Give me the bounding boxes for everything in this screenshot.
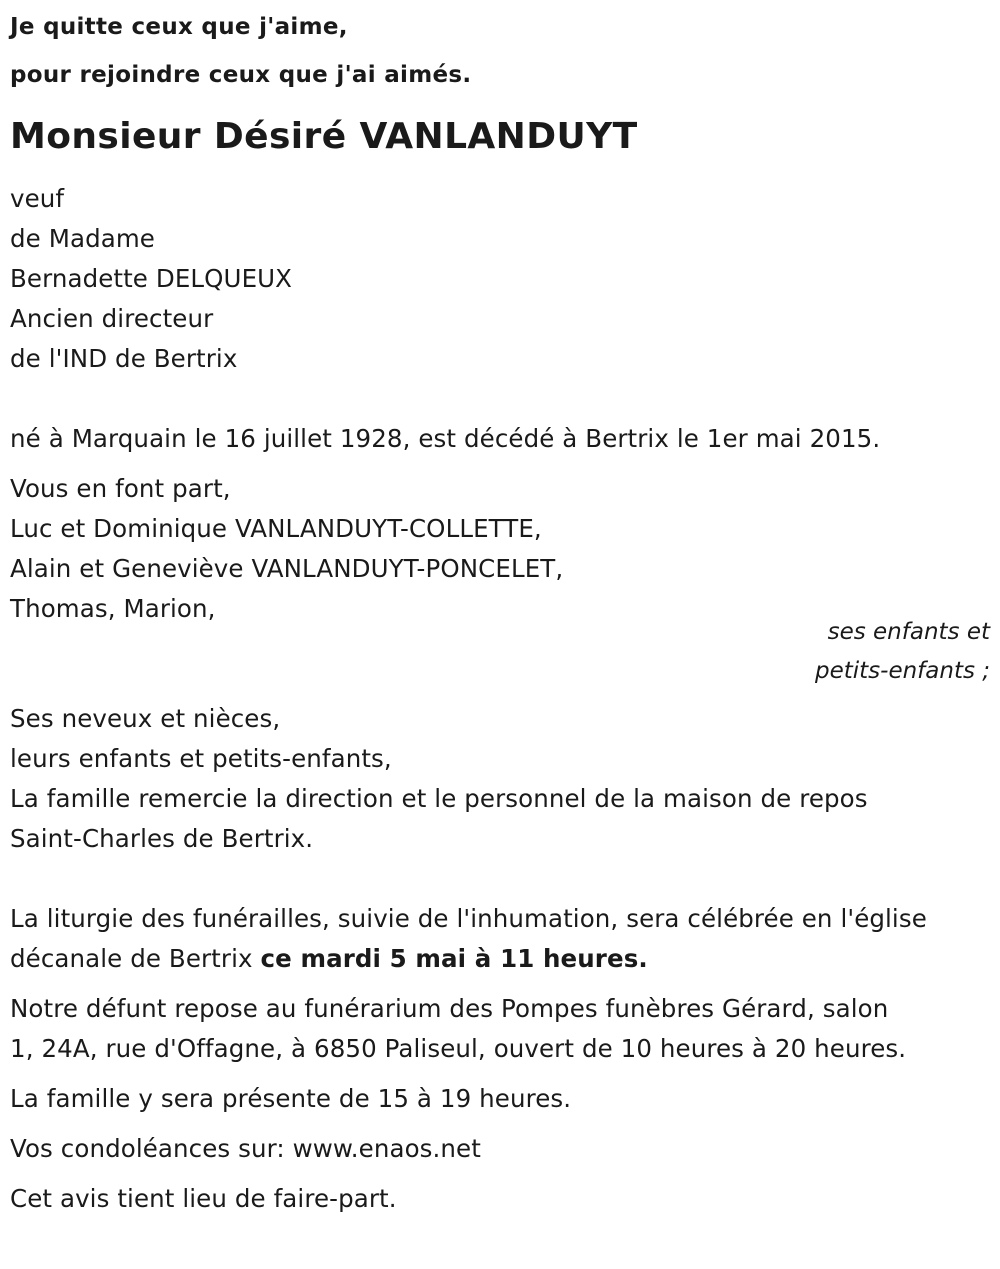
- title-line: Bernadette DELQUEUX: [10, 264, 293, 293]
- notice-line: Cet avis tient lieu de faire-part.: [10, 1184, 397, 1213]
- family-line: Ses neveux et nièces,: [10, 704, 281, 733]
- funeral-datetime: ce mardi 5 mai à 11 heures.: [260, 944, 648, 973]
- family-block: [10, 699, 990, 859]
- funeral-location: décanale de Bertrix: [10, 944, 261, 973]
- announcers-block: [10, 469, 990, 629]
- condolences-line: Vos condoléances sur: www.enaos.net: [10, 1134, 481, 1163]
- role-line: petits-enfants ;: [814, 658, 990, 684]
- birth-death-line: né à Marquain le 16 juillet 1928, est décédé à Bertrix le 1er mai 2015.: [10, 424, 881, 453]
- funerarium-line-1: Notre défunt repose au funérarium des Pompes funèbres Gérard, salon: [10, 994, 889, 1023]
- announcer-line: Thomas, Marion,: [10, 594, 216, 623]
- title-line: de Madame: [10, 224, 155, 253]
- role-line: ses enfants et: [827, 619, 990, 645]
- funerarium-block: [10, 989, 990, 1069]
- family-line: Saint-Charles de Bertrix.: [10, 824, 314, 853]
- family-line: leurs enfants et petits-enfants,: [10, 744, 392, 773]
- title-line: Ancien directeur: [10, 304, 214, 333]
- title-line: veuf: [10, 184, 65, 213]
- spacer: [10, 979, 990, 989]
- obituary-notice: [10, 0, 990, 1219]
- spacer: [10, 459, 990, 469]
- quote-line-1: Je quitte ceux que j'aime,: [10, 14, 348, 40]
- deceased-titles: [10, 159, 990, 379]
- spacer: [10, 379, 990, 419]
- family-line: La famille remercie la direction et le personnel de la maison de repos: [10, 784, 868, 813]
- announcer-line: Alain et Geneviève VANLANDUYT-PONCELET,: [10, 554, 564, 583]
- spacer: [10, 1119, 990, 1129]
- spacer: [10, 1169, 990, 1179]
- spacer: [10, 859, 990, 899]
- epitaph-quote: [10, 0, 990, 99]
- title-line: de l'IND de Bertrix: [10, 344, 238, 373]
- announcer-line: Luc et Dominique VANLANDUYT-COLLETTE,: [10, 514, 542, 543]
- funeral-line-2: [10, 939, 990, 979]
- funeral-block: [10, 899, 990, 979]
- presence-line: La famille y sera présente de 15 à 19 heures.: [10, 1084, 572, 1113]
- funeral-line-1: La liturgie des funérailles, suivie de l'inhumation, sera célébrée en l'église: [10, 904, 927, 933]
- announcers-intro: Vous en font part,: [10, 474, 231, 503]
- quote-line-2: pour rejoindre ceux que j'ai aimés.: [10, 62, 472, 88]
- spacer: [10, 1069, 990, 1079]
- deceased-name: Monsieur Désiré VANLANDUYT: [10, 116, 638, 157]
- funerarium-line-2: 1, 24A, rue d'Offagne, à 6850 Paliseul, ouvert de 10 heures à 20 heures.: [10, 1034, 907, 1063]
